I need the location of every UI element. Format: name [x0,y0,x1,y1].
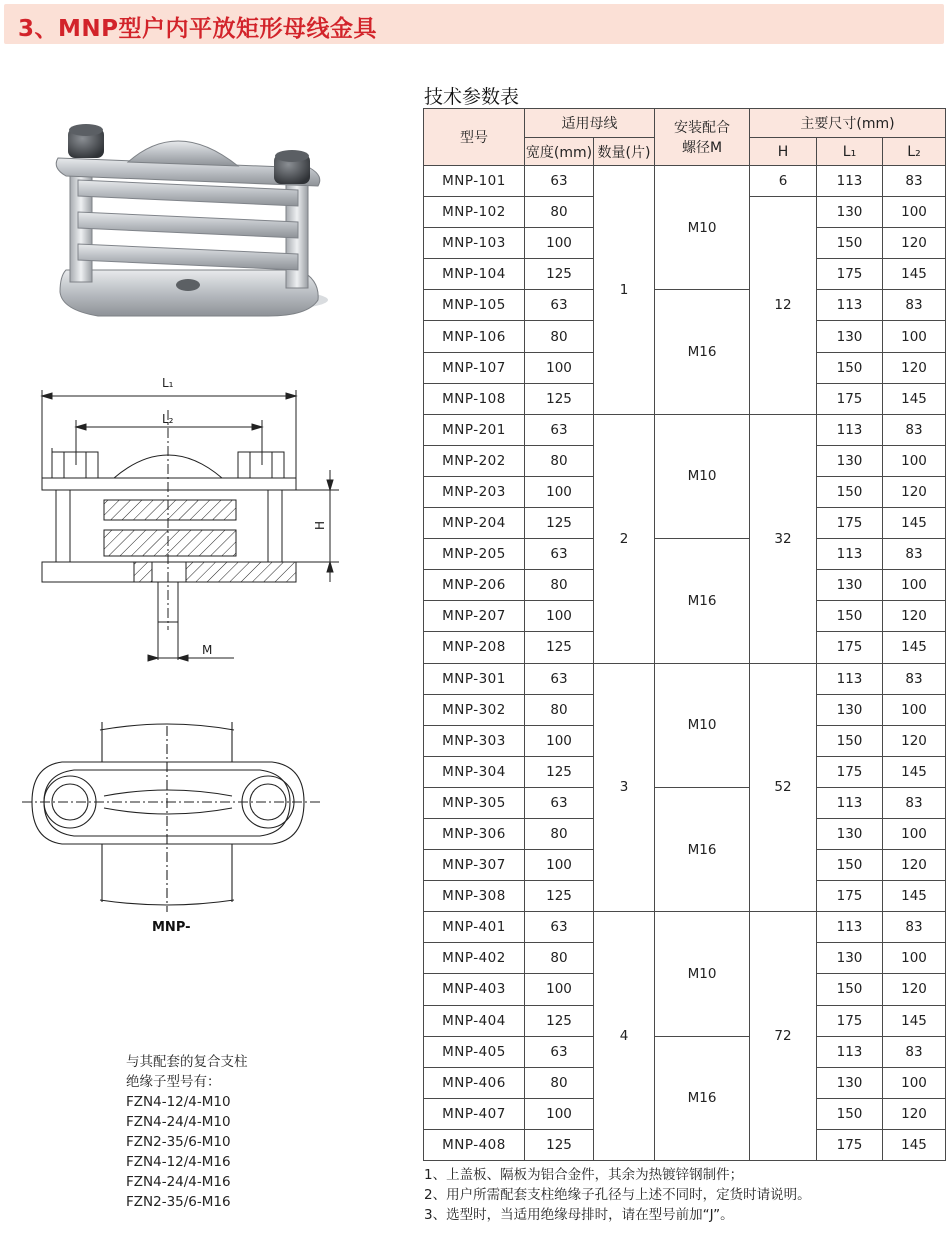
width-cell: 63 [525,1036,594,1067]
table-row [424,787,946,818]
mnp-label: MNP- [152,920,191,935]
m-label: M [202,643,213,657]
l1-cell: 175 [817,1005,883,1036]
table-row [424,663,946,694]
l1-cell: 150 [817,476,883,507]
header-dims: 主要尺寸(mm) [750,109,946,138]
product-photo [48,120,333,325]
width-cell: 80 [525,445,594,476]
l1-cell: 175 [817,259,883,290]
l2-cell: 145 [883,508,946,539]
l1-cell: 130 [817,570,883,601]
note: 1、上盖板、隔板为铝合金件，其余为热镀锌钢制件； [424,1167,744,1183]
model-cell: MNP-303 [424,725,525,756]
width-cell: 100 [525,850,594,881]
width-cell: 80 [525,197,594,228]
width-cell: 80 [525,943,594,974]
l2-cell: 145 [883,881,946,912]
width-cell: 125 [525,632,594,663]
model-cell: MNP-101 [424,166,525,197]
width-cell: 100 [525,601,594,632]
l2-cell: 120 [883,974,946,1005]
l1-cell: 150 [817,352,883,383]
width-cell: 63 [525,663,594,694]
model-cell: MNP-106 [424,321,525,352]
width-cell: 125 [525,1129,594,1160]
width-cell: 63 [525,787,594,818]
insulator-item: FZN2-35/6-M10 [126,1134,231,1150]
l2-cell: 120 [883,725,946,756]
model-cell: MNP-202 [424,445,525,476]
width-cell: 125 [525,259,594,290]
screw-cell: M10 [655,166,750,290]
width-cell: 63 [525,539,594,570]
title-banner [4,4,944,44]
width-cell: 100 [525,974,594,1005]
l1-cell: 130 [817,1067,883,1098]
model-cell: MNP-407 [424,1098,525,1129]
header-l2: L₂ [883,138,946,166]
screw-cell: M16 [655,290,750,414]
insulator-heading-2: 绝缘子型号有： [126,1074,221,1090]
l2-cell: 100 [883,694,946,725]
l2-cell: 83 [883,166,946,197]
insulator-heading-1: 与其配套的复合支柱 [126,1054,248,1070]
l2-cell: 83 [883,787,946,818]
l1-cell: 113 [817,414,883,445]
model-cell: MNP-402 [424,943,525,974]
table-title: 技术参数表 [424,86,520,108]
l1-cell: 175 [817,383,883,414]
l1-cell: 113 [817,166,883,197]
insulator-item: FZN4-12/4-M16 [126,1154,231,1170]
model-cell: MNP-307 [424,850,525,881]
screw-cell: M16 [655,1036,750,1160]
note: 3、选型时，当适用绝缘母排时，请在型号前加“J”。 [424,1207,734,1223]
model-cell: MNP-206 [424,570,525,601]
h-cell: 12 [750,197,817,415]
l2-cell: 120 [883,352,946,383]
l1-cell: 175 [817,1129,883,1160]
l2-cell: 100 [883,570,946,601]
model-cell: MNP-105 [424,290,525,321]
l1-cell: 130 [817,943,883,974]
insulator-item: FZN4-24/4-M10 [126,1114,231,1130]
model-cell: MNP-108 [424,383,525,414]
model-cell: MNP-201 [424,414,525,445]
l2-cell: 83 [883,290,946,321]
width-cell: 100 [525,725,594,756]
l2-cell: 83 [883,539,946,570]
l2-cell: 100 [883,818,946,849]
model-cell: MNP-204 [424,508,525,539]
model-cell: MNP-205 [424,539,525,570]
l2-cell: 100 [883,321,946,352]
header-mount: 安装配合螺径M [655,109,750,166]
l2-cell: 83 [883,912,946,943]
l1-cell: 150 [817,725,883,756]
page-title: 3、MNP型户内平放矩形母线金具 [18,16,377,42]
l2-cell: 100 [883,1067,946,1098]
l1-cell: 150 [817,601,883,632]
l2-cell: 145 [883,383,946,414]
l2-cell: 120 [883,476,946,507]
l2-cell: 120 [883,228,946,259]
width-cell: 100 [525,1098,594,1129]
width-cell: 100 [525,352,594,383]
l1-cell: 130 [817,445,883,476]
table-row [424,290,946,321]
width-cell: 125 [525,756,594,787]
model-cell: MNP-302 [424,694,525,725]
screw-cell: M16 [655,787,750,911]
table-row [424,912,946,943]
l1-cell: 150 [817,1098,883,1129]
l2-cell: 100 [883,445,946,476]
header-width: 宽度(mm) [525,138,594,166]
model-cell: MNP-404 [424,1005,525,1036]
l2-label: L₂ [162,412,174,426]
l1-cell: 130 [817,818,883,849]
count-cell: 2 [594,414,655,663]
width-cell: 125 [525,881,594,912]
width-cell: 80 [525,694,594,725]
width-cell: 63 [525,290,594,321]
width-cell: 63 [525,912,594,943]
model-cell: MNP-104 [424,259,525,290]
model-cell: MNP-406 [424,1067,525,1098]
l2-cell: 83 [883,414,946,445]
width-cell: 100 [525,228,594,259]
l1-cell: 175 [817,881,883,912]
header-h: H [750,138,817,166]
l2-cell: 100 [883,943,946,974]
l2-cell: 83 [883,1036,946,1067]
l1-cell: 175 [817,508,883,539]
header-model: 型号 [424,109,525,166]
l1-cell: 175 [817,756,883,787]
l1-cell: 150 [817,974,883,1005]
table-row [424,1036,946,1067]
model-cell: MNP-306 [424,818,525,849]
model-cell: MNP-107 [424,352,525,383]
note: 2、用户所需配套支柱绝缘子孔径与上述不同时，定货时请说明。 [424,1187,811,1203]
width-cell: 125 [525,383,594,414]
header-busbar: 适用母线 [525,109,655,138]
model-cell: MNP-304 [424,756,525,787]
width-cell: 100 [525,476,594,507]
l1-cell: 113 [817,787,883,818]
count-cell: 3 [594,663,655,912]
l2-cell: 83 [883,663,946,694]
count-cell: 1 [594,166,655,415]
l1-cell: 130 [817,321,883,352]
l1-cell: 130 [817,694,883,725]
screw-cell: M10 [655,414,750,538]
notes [424,1165,811,1225]
insulator-item: FZN4-24/4-M16 [126,1174,231,1190]
top-view-drawing [22,722,332,917]
model-cell: MNP-301 [424,663,525,694]
screw-cell: M10 [655,663,750,787]
width-cell: 80 [525,570,594,601]
insulator-list [126,1052,248,1212]
header-l1: L₁ [817,138,883,166]
l1-cell: 130 [817,197,883,228]
width-cell: 125 [525,508,594,539]
l1-cell: 113 [817,912,883,943]
model-cell: MNP-305 [424,787,525,818]
l1-cell: 150 [817,850,883,881]
model-cell: MNP-203 [424,476,525,507]
l1-label: L₁ [162,376,174,390]
table-row [424,166,946,197]
model-cell: MNP-405 [424,1036,525,1067]
l2-cell: 145 [883,756,946,787]
count-cell: 4 [594,912,655,1161]
model-cell: MNP-102 [424,197,525,228]
model-cell: MNP-208 [424,632,525,663]
header-count: 数量(片) [594,138,655,166]
l2-cell: 145 [883,1129,946,1160]
l2-cell: 120 [883,850,946,881]
width-cell: 80 [525,818,594,849]
l2-cell: 145 [883,1005,946,1036]
width-cell: 125 [525,1005,594,1036]
l2-cell: 120 [883,601,946,632]
model-cell: MNP-308 [424,881,525,912]
screw-cell: M16 [655,539,750,663]
l2-cell: 145 [883,632,946,663]
width-cell: 80 [525,1067,594,1098]
table-row [424,539,946,570]
l1-cell: 150 [817,228,883,259]
l2-cell: 120 [883,1098,946,1129]
h-cell: 32 [750,414,817,663]
screw-cell: M10 [655,912,750,1036]
l1-cell: 113 [817,290,883,321]
model-cell: MNP-403 [424,974,525,1005]
l1-cell: 113 [817,539,883,570]
l2-cell: 145 [883,259,946,290]
spec-table [423,108,946,1161]
l1-cell: 175 [817,632,883,663]
width-cell: 63 [525,166,594,197]
width-cell: 63 [525,414,594,445]
h-cell: 6 [750,166,817,197]
h-cell: 72 [750,912,817,1161]
model-cell: MNP-207 [424,601,525,632]
width-cell: 80 [525,321,594,352]
model-cell: MNP-401 [424,912,525,943]
l1-cell: 113 [817,663,883,694]
h-cell: 52 [750,663,817,912]
model-cell: MNP-408 [424,1129,525,1160]
insulator-item: FZN2-35/6-M16 [126,1194,231,1210]
insulator-item: FZN4-12/4-M10 [126,1094,231,1110]
h-label: H [313,520,327,530]
table-row [424,414,946,445]
section-drawing [34,370,364,675]
l2-cell: 100 [883,197,946,228]
l1-cell: 113 [817,1036,883,1067]
model-cell: MNP-103 [424,228,525,259]
